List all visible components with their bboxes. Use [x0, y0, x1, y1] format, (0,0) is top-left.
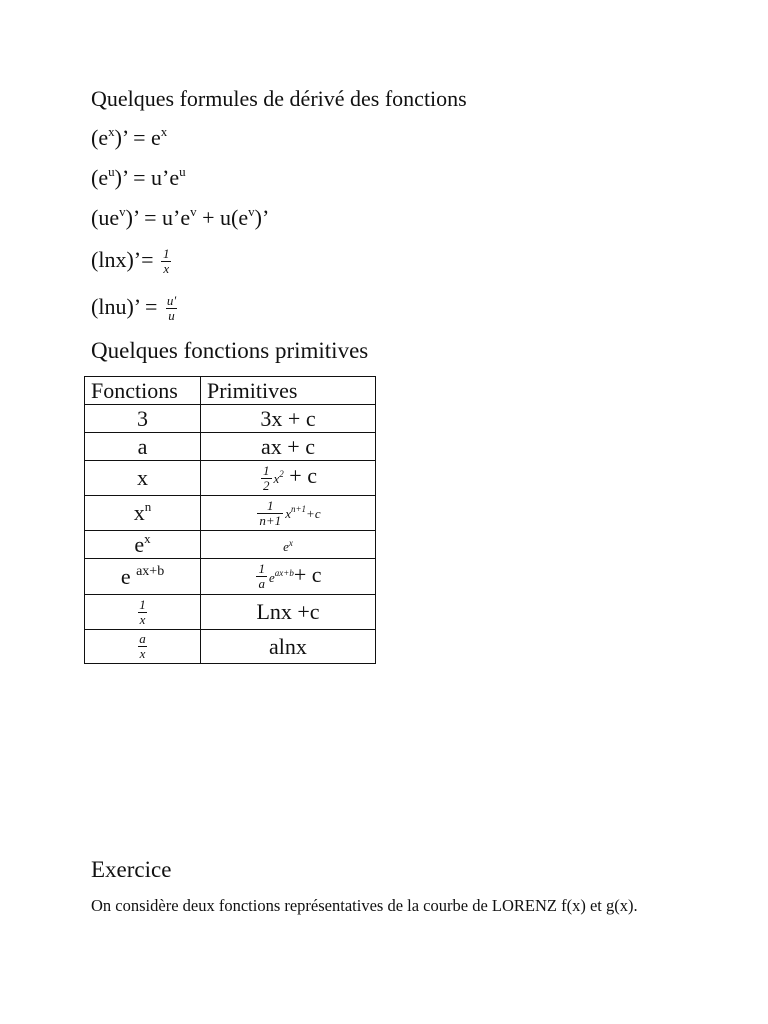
table-row — [85, 496, 376, 531]
primitive-cell: $\frac{1}{n+1}$ $x^{n+1}+c$ — [201, 496, 376, 531]
primitives-table — [84, 376, 376, 664]
function-cell: $e^x$ — [85, 531, 201, 559]
formula-ln-x: (lnx)’= $\frac{1}{x}$ — [91, 246, 170, 277]
function-cell: $\frac{1}{x}$ — [85, 595, 201, 630]
function-cell: $x^n$ — [85, 496, 201, 531]
table-row — [85, 461, 376, 496]
formula-exp-u: $(e^u)$’ = $u’e^u$ — [91, 164, 186, 190]
fraction: $\frac{u'}{u}$ — [166, 293, 177, 324]
primitive-cell: $e^x$ — [201, 531, 376, 559]
table-row — [85, 595, 376, 630]
function-cell: e $^{ax+b}$ — [85, 559, 201, 595]
formula-ln-u: (lnu)’ = $\frac{u'}{u}$ — [91, 293, 177, 324]
derivatives-title: Quelques formules de dérivé des fonctions — [91, 86, 467, 111]
header-primitives: Primitives — [201, 377, 376, 405]
table-row — [85, 405, 376, 433]
table-header-row — [85, 377, 376, 405]
header-fonctions: Fonctions — [85, 377, 201, 405]
primitive-cell: $\frac{1}{2}$ $x^2 + c$ — [201, 461, 376, 496]
primitive-cell: Lnx +c — [201, 595, 376, 630]
function-cell: a — [85, 433, 201, 461]
primitive-cell: alnx — [201, 630, 376, 664]
primitive-cell: 3x + c — [201, 405, 376, 433]
table-row — [85, 630, 376, 664]
fraction: $\frac{1}{x}$ — [163, 246, 170, 277]
primitive-cell: ax + c — [201, 433, 376, 461]
function-cell: 3 — [85, 405, 201, 433]
primitive-cell: $\frac{1}{a}$ $e^{ax+b}+ c$ — [201, 559, 376, 595]
table-row — [85, 531, 376, 559]
exercise-text: On considère deux fonctions représentatives de la courbe de LORENZ f(x) et g(x). — [91, 896, 638, 915]
formula-exp-x: $(e^x)$’ = $e^x$ — [91, 124, 168, 150]
table-row — [85, 559, 376, 595]
function-cell: x — [85, 461, 201, 496]
exercise-title: Exercice — [91, 857, 172, 882]
primitives-title: Quelques fonctions primitives — [91, 338, 369, 363]
formula-product: $(ue^v)$’ = $u’e^v + u(e^v)$’ — [91, 204, 270, 230]
function-cell: $\frac{a}{x}$ — [85, 630, 201, 664]
table-row — [85, 433, 376, 461]
